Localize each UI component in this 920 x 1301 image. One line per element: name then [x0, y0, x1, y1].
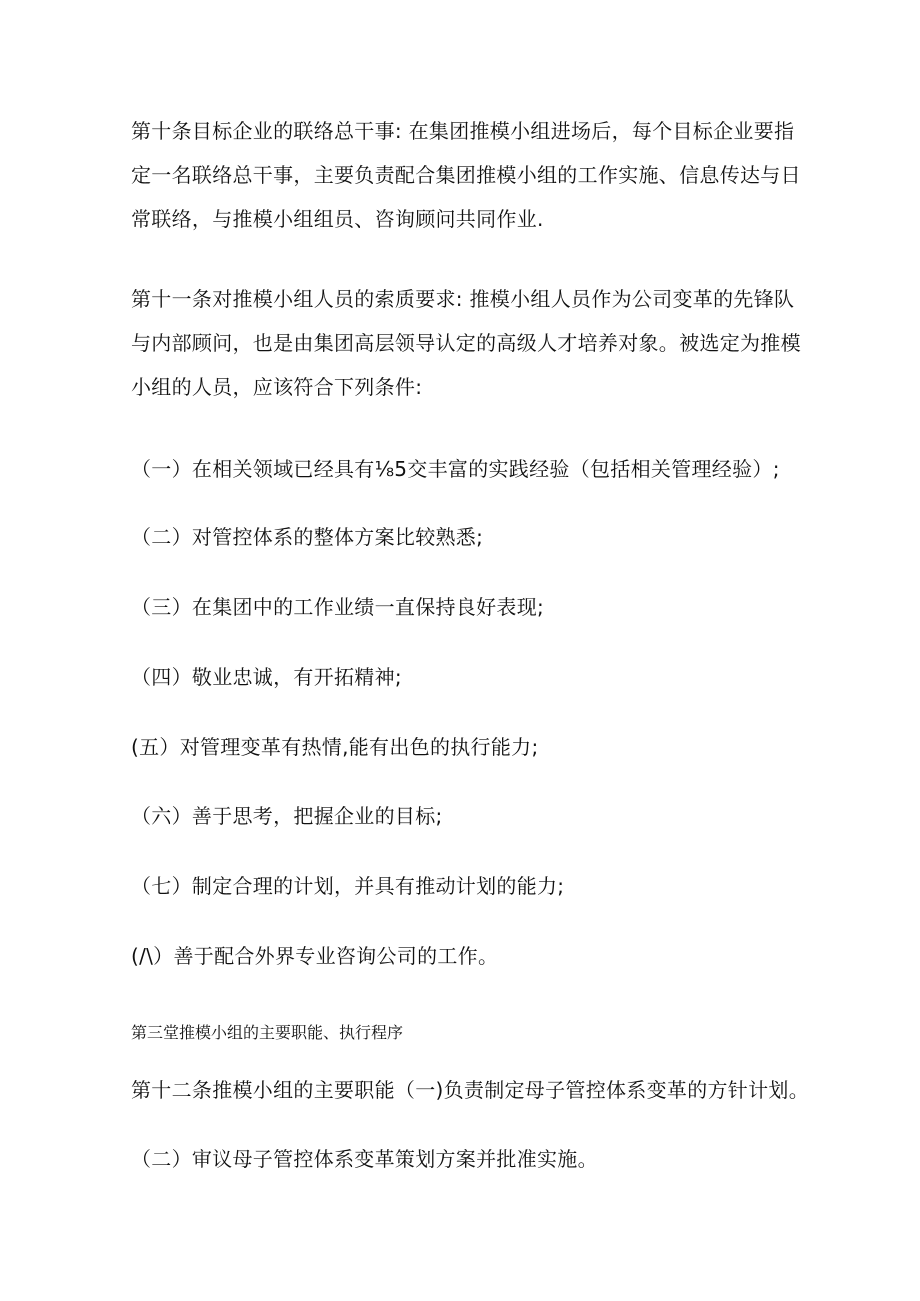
article-11-paragraph [131, 277, 811, 409]
article-10-line-3: 常联络，与推模小组组员、咨询顾问共同作业. [131, 207, 544, 231]
article-12-line-1: 第十二条推模小组的主要职能（一)负责制定母子管控体系变革的方针计划。 [131, 1078, 810, 1102]
article-11-line-2: 与内部顾问，也是由集团高层领导认定的高级人才培养对象。被选定为推模 [131, 331, 801, 355]
condition-item-6: （六）善于思考，把握企业的目标; [131, 804, 443, 828]
article-12-item-2: （二）审议母子管控体系变革策划方案并批准实施。 [131, 1147, 598, 1171]
article-10-line-2: 定一名联络总干事，主要负责配合集团推模小组的工作实施、信息传达与日 [131, 163, 801, 187]
article-10-paragraph [131, 109, 811, 241]
section-3-heading: 第三堂推模小组的主要职能、执行程序 [131, 1023, 404, 1042]
condition-item-2: （二）对管控体系的整体方案比较熟悉; [131, 525, 484, 549]
condition-item-4: （四）敬业忠诚，有开拓精神; [131, 665, 402, 689]
condition-item-3: （三）在集团中的工作业绩一直保持良好表现; [131, 595, 545, 619]
condition-item-1: （一）在相关领域已经具有⅛5交丰富的实践经验（包括相关管理经验）; [131, 457, 780, 481]
article-11-line-3: 小组的人员，应该符合下列条件: [131, 375, 423, 399]
condition-item-8: (/\）善于配合外界专业咨询公司的工作。 [131, 944, 499, 968]
condition-item-7: （七）制定合理的计划，并具有推动计划的能力; [131, 874, 565, 898]
condition-item-5: (五）对管理变革有热情,能有出色的执行能力; [131, 735, 539, 759]
article-10-line-1: 第十条目标企业的联络总干事: 在集团推模小组进场后，每个目标企业要指 [131, 119, 795, 143]
article-11-line-1: 第十一条对推模小组人员的索质要求: 推模小组人员作为公司变革的先锋队 [131, 287, 795, 311]
